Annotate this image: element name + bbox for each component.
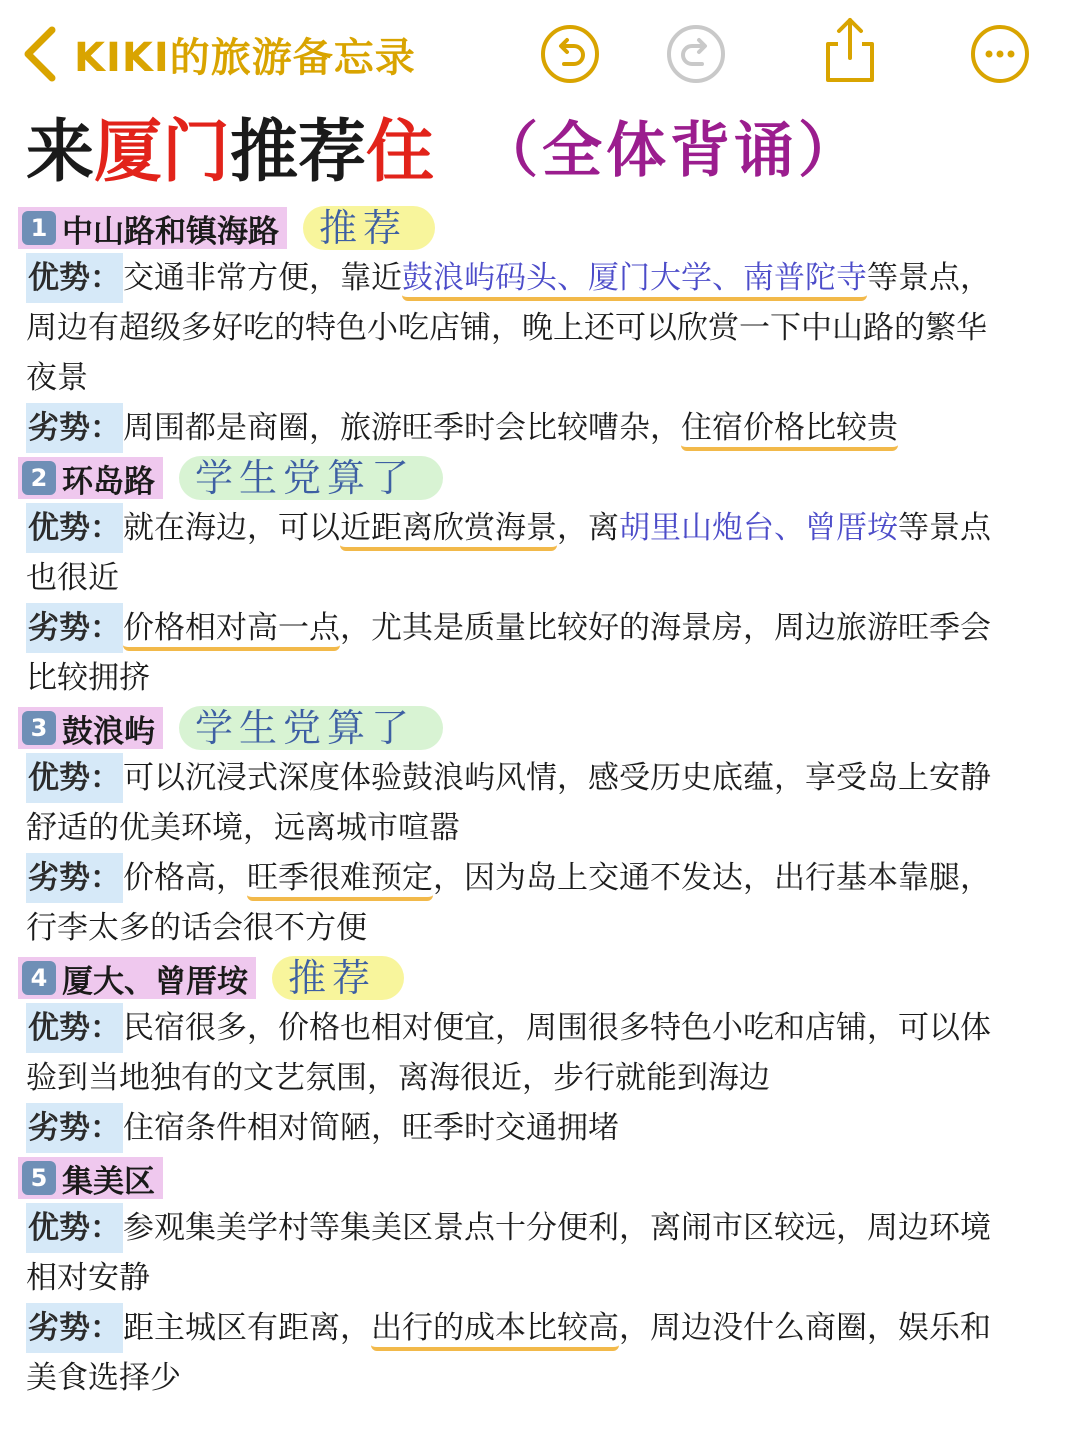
pro-line bbox=[26, 503, 1076, 553]
section-title: 中山路和镇海路 bbox=[62, 213, 279, 250]
undo-icon[interactable] bbox=[538, 22, 602, 86]
con-label: 劣势： bbox=[26, 853, 123, 903]
section-2-heading bbox=[18, 453, 443, 503]
con-line bbox=[26, 1103, 1076, 1153]
number-badge: 5 bbox=[22, 1161, 56, 1195]
back-button[interactable] bbox=[18, 22, 416, 86]
underlined-text: 出行的成本比较高 bbox=[371, 1310, 619, 1351]
page-title bbox=[26, 104, 863, 192]
text-line: 舒适的优美环境，远离城市喧嚣 bbox=[26, 810, 460, 846]
text-line: 也很近 bbox=[26, 560, 119, 596]
underlined-text: 近距离欣赏海景 bbox=[340, 510, 557, 551]
nav-bar bbox=[0, 0, 1080, 110]
con-label: 劣势： bbox=[26, 1103, 123, 1153]
student-skip-tag: 学生党算了 bbox=[179, 456, 443, 500]
text-span: 等景点 bbox=[898, 510, 991, 546]
title-note: （全体背诵） bbox=[478, 116, 863, 186]
text-span: 交通非常方便，靠近 bbox=[123, 260, 402, 296]
text-line: 美食选择少 bbox=[26, 1360, 181, 1396]
text-line: 相对安静 bbox=[26, 1260, 150, 1296]
pro-line bbox=[26, 753, 1076, 803]
text-line: 比较拥挤 bbox=[26, 660, 150, 696]
underlined-text: 价格相对高一点 bbox=[123, 610, 340, 651]
highlight-text: 胡里山炮台、曾厝垵 bbox=[619, 510, 898, 546]
pro-line bbox=[26, 1203, 1076, 1253]
con-line bbox=[26, 1303, 1076, 1353]
text-span: ，周边没什么商圈，娱乐和 bbox=[619, 1310, 991, 1346]
chevron-left-icon bbox=[18, 22, 64, 86]
pro-line bbox=[26, 253, 1076, 303]
con-line bbox=[26, 603, 1076, 653]
pro-label: 优势： bbox=[26, 253, 123, 303]
title-part-4: 住 bbox=[366, 112, 435, 192]
title-part-1: 来 bbox=[26, 112, 95, 192]
text-span: ，尤其是质量比较好的海景房，周边旅游旺季会 bbox=[340, 610, 991, 646]
recommend-tag: 推荐 bbox=[272, 956, 404, 1000]
pro-line bbox=[26, 1003, 1076, 1053]
con-label: 劣势： bbox=[26, 1303, 123, 1353]
redo-icon[interactable] bbox=[664, 22, 728, 86]
text-line: 夜景 bbox=[26, 360, 88, 396]
text-span: ，离 bbox=[557, 510, 619, 546]
text-span: 就在海边，可以 bbox=[123, 510, 340, 546]
pro-label: 优势： bbox=[26, 1203, 123, 1253]
con-line bbox=[26, 403, 1076, 453]
text-span: 可以沉浸式深度体验鼓浪屿风情，感受历史底蕴，享受岛上安静 bbox=[123, 760, 991, 796]
section-title: 集美区 bbox=[62, 1163, 155, 1200]
number-badge: 1 bbox=[22, 211, 56, 245]
recommend-tag: 推荐 bbox=[303, 206, 435, 250]
text-span: 价格高， bbox=[123, 860, 247, 896]
underlined-text: 旺季很难预定 bbox=[247, 860, 433, 901]
section-3-heading bbox=[18, 703, 443, 753]
number-badge: 3 bbox=[22, 711, 56, 745]
underlined-text: 住宿价格比较贵 bbox=[681, 410, 898, 451]
text-span: 距主城区有距离， bbox=[123, 1310, 371, 1346]
highlight-text: 鼓浪屿码头、厦门大学、南普陀寺 bbox=[402, 260, 867, 301]
text-span: ，因为岛上交通不发达，出行基本靠腿， bbox=[433, 860, 991, 896]
con-line bbox=[26, 853, 1076, 903]
con-label: 劣势： bbox=[26, 403, 123, 453]
section-1-heading bbox=[18, 203, 435, 253]
share-icon[interactable] bbox=[818, 14, 882, 86]
text-span: 住宿条件相对简陋，旺季时交通拥堵 bbox=[123, 1110, 619, 1146]
pro-label: 优势： bbox=[26, 753, 123, 803]
student-skip-tag: 学生党算了 bbox=[179, 706, 443, 750]
text-span: 等景点， bbox=[867, 260, 991, 296]
con-label: 劣势： bbox=[26, 603, 123, 653]
text-line: 验到当地独有的文艺氛围，离海很近，步行就能到海边 bbox=[26, 1060, 770, 1096]
section-4-heading bbox=[18, 953, 404, 1003]
number-badge: 4 bbox=[22, 961, 56, 995]
text-line: 行李太多的话会很不方便 bbox=[26, 910, 367, 946]
more-icon[interactable] bbox=[968, 22, 1032, 86]
pro-label: 优势： bbox=[26, 1003, 123, 1053]
title-part-2: 厦门 bbox=[94, 112, 231, 192]
section-title: 环岛路 bbox=[62, 463, 155, 500]
number-badge: 2 bbox=[22, 461, 56, 495]
text-span: 民宿很多，价格也相对便宜，周围很多特色小吃和店铺，可以体 bbox=[123, 1010, 991, 1046]
section-title: 鼓浪屿 bbox=[62, 713, 155, 750]
section-5-heading bbox=[18, 1153, 163, 1203]
text-line: 周边有超级多好吃的特色小吃店铺，晚上还可以欣赏一下中山路的繁华 bbox=[26, 310, 987, 346]
back-label: KIKI的旅游备忘录 bbox=[74, 34, 416, 81]
text-span: 周围都是商圈，旅游旺季时会比较嘈杂， bbox=[123, 410, 681, 446]
text-span: 参观集美学村等集美区景点十分便利，离闹市区较远，周边环境 bbox=[123, 1210, 991, 1246]
section-title: 厦大、曾厝垵 bbox=[62, 963, 248, 1000]
pro-label: 优势： bbox=[26, 503, 123, 553]
title-part-3: 推荐 bbox=[230, 112, 367, 192]
